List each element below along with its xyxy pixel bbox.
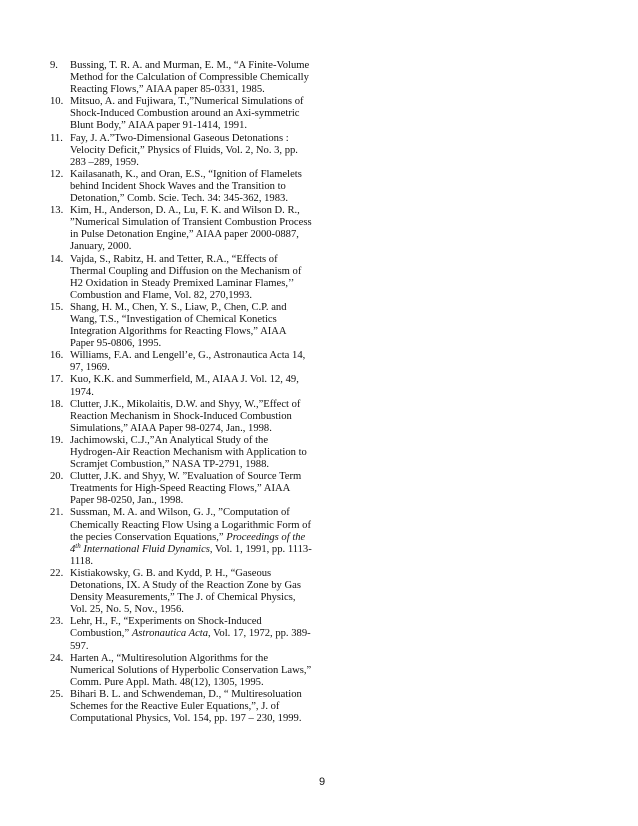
reference-item <box>50 507 312 567</box>
reference-text: Williams, F.A. and Lengell’e, G., Astronautica Acta 14, 97, 1969. <box>70 350 306 374</box>
reference-item <box>50 205 312 253</box>
reference-text: Kailasanath, K., and Oran, E.S., “Ignition of Flamelets behind Incident Shock Waves and the Transition to Detonation,” Comb. Scie. Tech. 34: 345-362, 1983. <box>70 168 302 205</box>
reference-number: 13. <box>50 205 64 217</box>
reference-text-part: Sussman, M. A. and Wilson, G. J., ”Computation of Chemically Reacting Flow Using a Logarithmic Form of the pecies Conservation Equations,” <box>70 507 311 543</box>
reference-item <box>50 435 312 471</box>
reference-item <box>50 399 312 435</box>
reference-item <box>50 302 312 350</box>
reference-number: 20. <box>50 471 64 483</box>
reference-number: 11. <box>50 132 63 144</box>
reference-text: Jachimowski, C.J.,”An Analytical Study of the Hydrogen-Air Reaction Mechanism with Application to Scramjet Combustion,” NASA TP-2791, 1988. <box>70 434 307 471</box>
reference-item <box>50 653 312 689</box>
reference-number: 15. <box>50 301 64 313</box>
reference-item <box>50 254 312 302</box>
reference-text: Vajda, S., Rabitz, H. and Tetter, R.A., “Effects of Thermal Coupling and Diffusion on the Mechanism of H2 Oxidation in Steady Premixed Laminar Flames,’’ Combustion and Flame, Vol. 82, 270,1993. <box>70 253 302 301</box>
superscript: th <box>75 541 81 550</box>
reference-item <box>50 616 312 652</box>
page-number: 9 <box>318 776 326 788</box>
reference-number: 10. <box>50 96 64 108</box>
reference-text: Bussing, T. R. A. and Murman, E. M., “A Finite-Volume Method for the Calculation of Compressible Chemically Reacting Flows,” AIAA paper 85-0331, 1985. <box>70 60 310 96</box>
reference-item <box>50 350 312 374</box>
reference-item <box>50 133 312 169</box>
reference-text <box>70 616 312 652</box>
reference-journal-title-cont: International Fluid Dynamics <box>80 543 210 555</box>
reference-text: Mitsuo, A. and Fujiwara, T.,”Numerical Simulations of Shock-Induced Combustion around an Axi-symmetric Blunt Body,” AIAA paper 91-1414, 1991. <box>70 96 304 132</box>
reference-number: 21. <box>50 507 64 519</box>
reference-text: Kistiakowsky, G. B. and Kydd, P. H., “Gaseous Detonations, IX. A Study of the Reaction Zone by Gas Density Measurements,” The J. of Chemical Physics, Vol. 25, No. 5, Nov., 1956. <box>70 567 301 616</box>
reference-journal-title: Proceedings of the 4 <box>70 531 306 555</box>
reference-number: 22. <box>50 567 64 579</box>
reference-item <box>50 374 312 398</box>
reference-number: 18. <box>50 398 64 410</box>
reference-text-part: , Vol. 17, 1972, pp. 389-597. <box>70 628 311 652</box>
reference-number: 25. <box>50 688 64 700</box>
reference-text: Kim, H., Anderson, D. A., Lu, F. K. and Wilson D. R., ”Numerical Simulation of Transient Combustion Process in Pulse Detonation Engine,” AIAA paper 2000-0887, January, 2000. <box>70 205 312 253</box>
reference-item <box>50 568 312 616</box>
reference-item <box>50 60 312 96</box>
reference-number: 16. <box>50 350 64 362</box>
reference-item <box>50 169 312 205</box>
reference-journal-title: Astronautica Acta <box>131 628 209 640</box>
reference-item <box>50 96 312 132</box>
reference-text: Harten A., “Multiresolution Algorithms for the Numerical Solutions of Hyperbolic Conservation Laws,” Comm. Pure Appl. Math. 48(12), 1305, 1995. <box>70 652 312 688</box>
reference-number: 12. <box>50 168 64 180</box>
reference-number: 24. <box>50 652 64 664</box>
reference-number: 14. <box>50 253 64 265</box>
reference-number: 23. <box>50 616 64 628</box>
reference-text-part: Lehr, H., F., “Experiments on Shock-Induced Combustion,” <box>70 616 262 640</box>
reference-text: Fay, J. A.”Two-Dimensional Gaseous Detonations : Velocity Deficit,” Physics of Fluids, Vol. 2, No. 3, pp. 283 –289, 1959. <box>70 132 298 168</box>
reference-text: Shang, H. M., Chen, Y. S., Liaw, P., Chen, C.P. and Wang, T.S., “Investigation of Chemical Konetics Integration Algorithms for Reacting Flows,” AIAA Paper 95-0806, 1995. <box>70 301 287 350</box>
reference-text: Bihari B. L. and Schwendeman, D., “ Multiresoluation Schemes for the Reactive Euler Equations,”, J. of Computational Physics, Vol. 154, pp. 197 – 230, 1999. <box>70 688 302 725</box>
reference-text <box>70 507 312 567</box>
reference-text: Clutter, J.K. and Shyy, W. ”Evaluation of Source Term Treatments for High-Speed Reacting Flows,” AIAA Paper 98-0250, Jan., 1998. <box>70 471 302 507</box>
reference-text: Clutter, J.K., Mikolaitis, D.W. and Shyy, W.,”Effect of Reaction Mechanism in Shock-Induced Combustion Simulations,” AIAA Paper 98-0274, Jan., 1998. <box>70 398 301 434</box>
reference-text-part: , Vol. 1, 1991, pp. 1113-1118. <box>70 543 312 567</box>
reference-number: 19. <box>50 434 64 446</box>
reference-item <box>50 689 312 725</box>
reference-item <box>50 471 312 507</box>
reference-number: 9. <box>50 60 58 71</box>
reference-text: Kuo, K.K. and Summerfield, M., AIAA J. Vol. 12, 49, 1974. <box>70 374 299 398</box>
reference-list <box>50 60 312 725</box>
reference-number: 17. <box>50 374 64 386</box>
